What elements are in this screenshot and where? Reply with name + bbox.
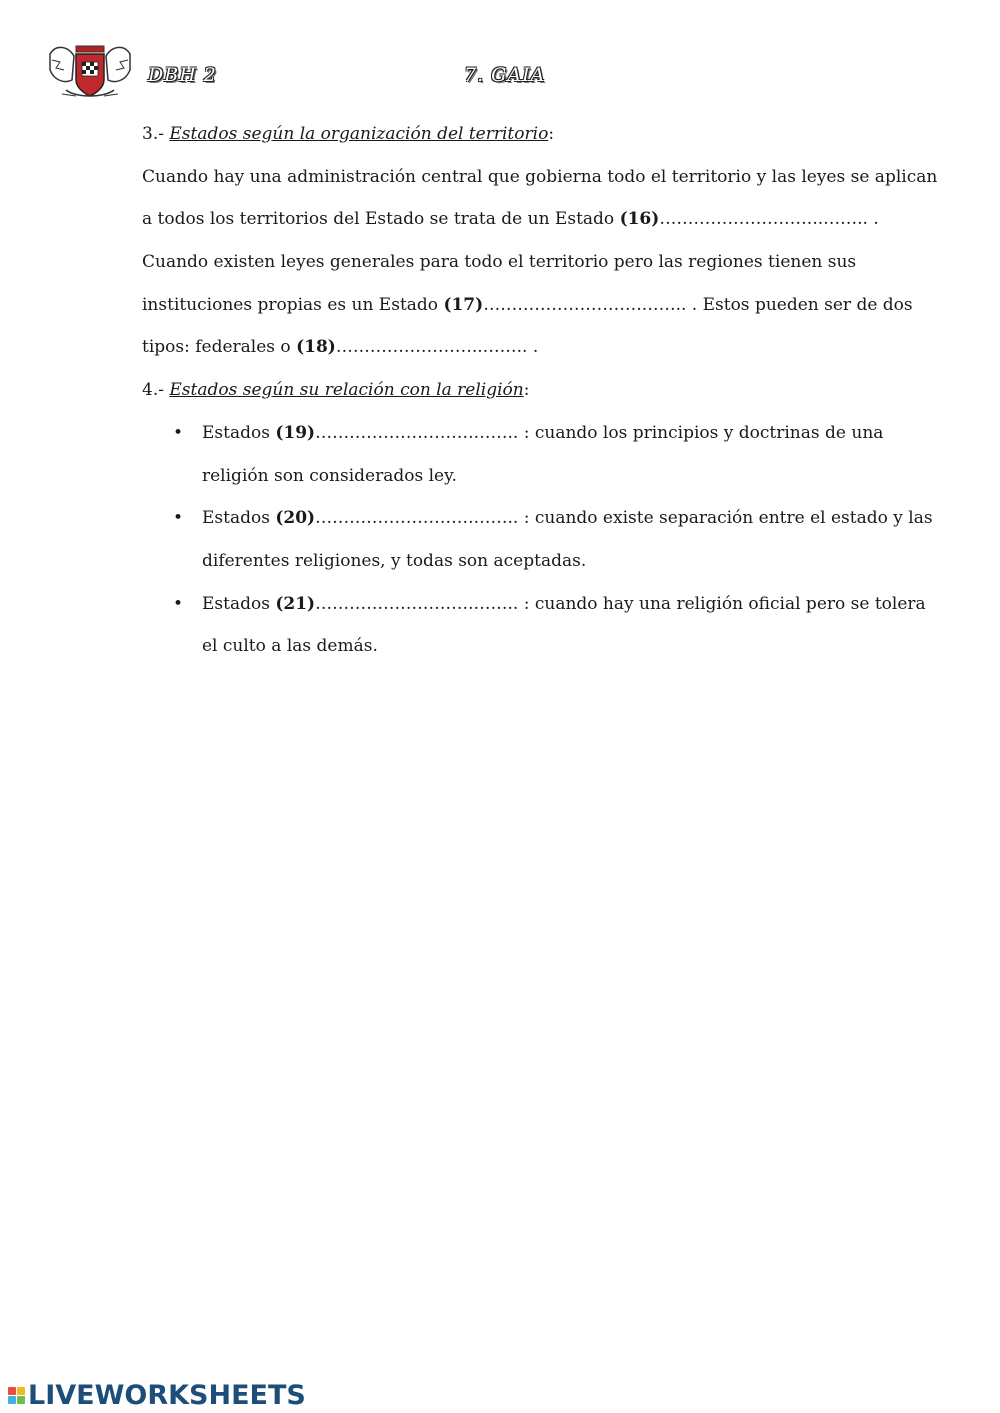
section-3-heading bbox=[142, 113, 856, 156]
list-item-21-line-2: el culto a las demás. bbox=[202, 636, 378, 657]
liveworksheets-blocks-icon bbox=[8, 1387, 25, 1404]
list-item-20-line-2: diferentes religiones, y todas son aceptadas. bbox=[202, 550, 587, 571]
list-item-19-line-2: religión son considerados ley. bbox=[202, 465, 457, 486]
list-item-19-line-1 bbox=[142, 412, 884, 455]
section-3-colon: : bbox=[548, 124, 555, 144]
list-item-20-line-1 bbox=[142, 497, 933, 540]
bullet-icon: • bbox=[173, 508, 184, 529]
paragraph-2-text: instituciones propias es un Estado bbox=[142, 294, 439, 315]
header-course-label: DBH 2 bbox=[148, 64, 217, 86]
liveworksheets-logo[interactable] bbox=[8, 1378, 306, 1412]
liveworksheets-brand-text: LIVEWORKSHEETS bbox=[28, 1379, 306, 1411]
bullet-icon: • bbox=[173, 422, 184, 443]
worksheet-content bbox=[142, 113, 938, 668]
section-3-title: Estados según la organización del territorio bbox=[169, 124, 549, 144]
blank-21-field[interactable]: ……………………….…….. : cuando hay una religión oficial pero se tolera bbox=[315, 593, 926, 614]
blank-21-label: (21) bbox=[275, 593, 316, 614]
header-unit-title: 7. GAIA bbox=[464, 64, 546, 86]
logo-block-4 bbox=[17, 1396, 25, 1404]
blank-19-field[interactable]: ……………………….…….. : cuando los principios y doctrinas de una bbox=[315, 422, 884, 443]
list-item-20-prefix: Estados bbox=[202, 508, 270, 529]
blank-17-field[interactable]: ……………………….…….. . Estos pueden ser de dos bbox=[483, 294, 913, 315]
blank-18-field[interactable]: ……………………..…….. . bbox=[335, 337, 539, 358]
blank-18-label: (18) bbox=[296, 337, 336, 358]
paragraph-1-line-1: Cuando hay una administración central que gobierna todo el territorio y las leyes se aplican bbox=[142, 166, 938, 187]
list-item-19-prefix: Estados bbox=[202, 422, 270, 443]
blank-16-label: (16) bbox=[619, 209, 660, 230]
list-item-21-line-1 bbox=[142, 583, 926, 626]
blank-17-label: (17) bbox=[443, 294, 484, 315]
paragraph-2-line-1: Cuando existen leyes generales para todo el territorio pero las regiones tienen sus bbox=[142, 252, 857, 273]
paragraph-2-line-3-text: tipos: federales o bbox=[142, 337, 291, 358]
logo-block-3 bbox=[8, 1396, 16, 1404]
section-3-number: 3.- bbox=[142, 124, 164, 144]
blank-16-field[interactable]: ………………………..…….. . bbox=[659, 209, 879, 230]
bullet-icon: • bbox=[173, 593, 184, 614]
paragraph-1-line-2 bbox=[142, 198, 879, 241]
section-4-title: Estados según su relación con la religión bbox=[169, 380, 524, 401]
logo-block-2 bbox=[17, 1387, 25, 1395]
section-4-number: 4.- bbox=[142, 380, 164, 401]
section-4-colon: : bbox=[523, 380, 530, 401]
blank-20-field[interactable]: ……………………….…….. : cuando existe separación entre el estado y las bbox=[315, 508, 933, 529]
section-4-heading bbox=[142, 369, 856, 412]
paragraph-1-text: a todos los territorios del Estado se trata de un Estado bbox=[142, 209, 615, 230]
logo-block-1 bbox=[8, 1387, 16, 1395]
blank-19-label: (19) bbox=[275, 422, 316, 443]
list-item-21-prefix: Estados bbox=[202, 593, 270, 614]
coat-of-arms-icon bbox=[46, 40, 134, 102]
paragraph-2-line-3 bbox=[142, 326, 856, 369]
blank-20-label: (20) bbox=[275, 508, 316, 529]
paragraph-2-line-2 bbox=[142, 284, 913, 327]
